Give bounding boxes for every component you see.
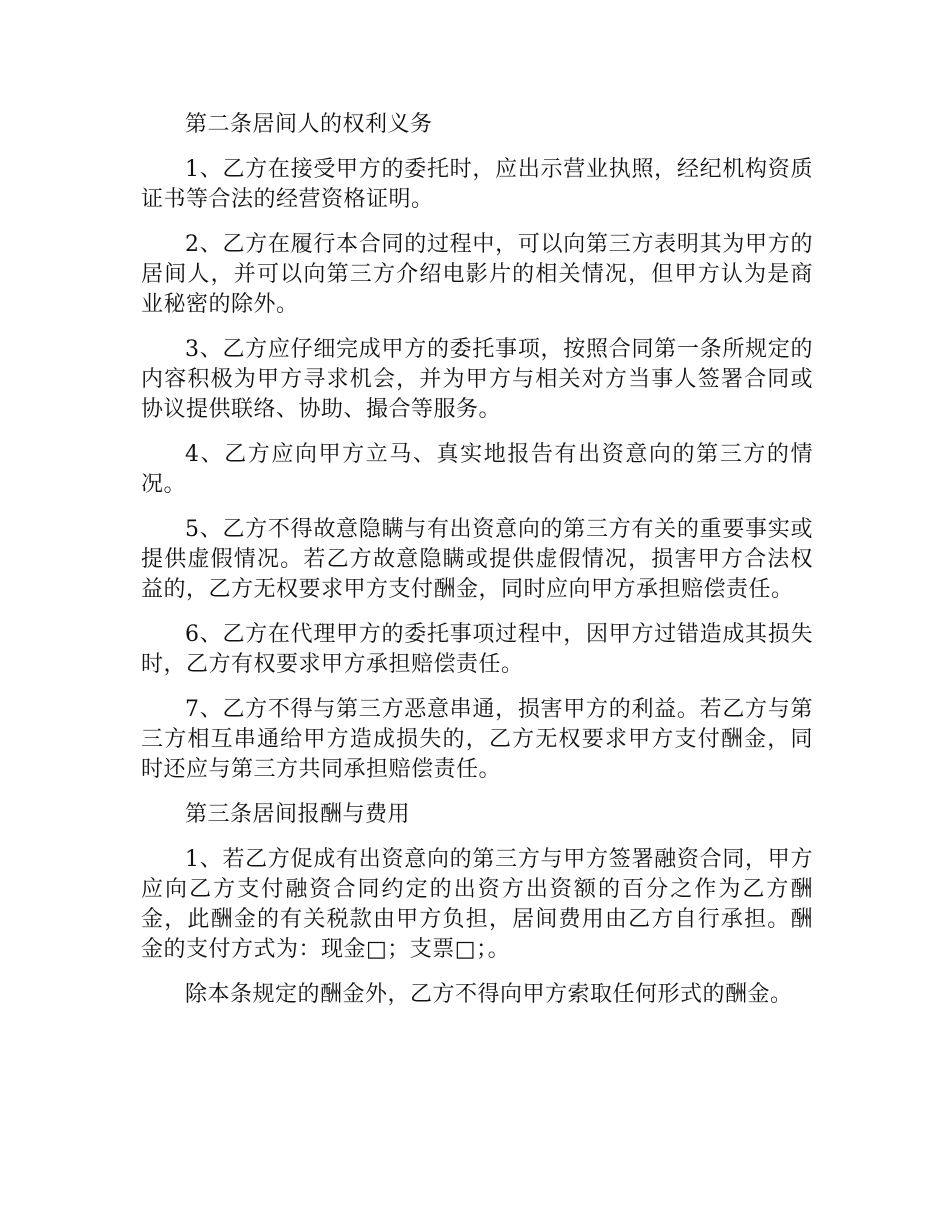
section-heading: 第三条居间报酬与费用 bbox=[185, 802, 411, 827]
paragraph: 6、乙方在代理甲方的委托事项过程中，因甲方过错造成其损失时，乙方有权要求甲方承担赔偿责任。 bbox=[141, 622, 813, 677]
paragraph: 4、乙方应向甲方立马、真实地报告有出资意向的第三方的情况。 bbox=[141, 442, 813, 497]
document-body bbox=[141, 110, 813, 1025]
paragraph: 除本条规定的酬金外，乙方不得向甲方索取任何形式的酬金。 bbox=[185, 982, 793, 1007]
paragraph: 7、乙方不得与第三方恶意串通，损害甲方的利益。若乙方与第三方相互串通给甲方造成损失的，乙方无权要求甲方支付酬金，同时还应与第三方共同承担赔偿责任。 bbox=[141, 697, 813, 782]
paragraph: 1、若乙方促成有出资意向的第三方与甲方签署融资合同，甲方应向乙方支付融资合同约定的出资方出资额的百分之作为乙方酬金，此酬金的有关税款由甲方负担，居间费用由乙方自行承担。酬金的支付方式为：现金□；支票□；。 bbox=[141, 847, 813, 962]
paragraph: 3、乙方应仔细完成甲方的委托事项，按照合同第一条所规定的内容积极为甲方寻求机会，并为甲方与相关对方当事人签署合同或协议提供联络、协助、撮合等服务。 bbox=[141, 337, 813, 422]
section-heading: 第二条居间人的权利义务 bbox=[185, 112, 433, 137]
paragraph: 1、乙方在接受甲方的委托时，应出示营业执照，经纪机构资质证书等合法的经营资格证明。 bbox=[141, 157, 813, 212]
paragraph: 5、乙方不得故意隐瞒与有出资意向的第三方有关的重要事实或提供虚假情况。若乙方故意隐瞒或提供虚假情况，损害甲方合法权益的，乙方无权要求甲方支付酬金，同时应向甲方承担赔偿责任。 bbox=[141, 517, 813, 602]
paragraph: 2、乙方在履行本合同的过程中，可以向第三方表明其为甲方的居间人，并可以向第三方介绍电影片的相关情况，但甲方认为是商业秘密的除外。 bbox=[141, 232, 813, 317]
